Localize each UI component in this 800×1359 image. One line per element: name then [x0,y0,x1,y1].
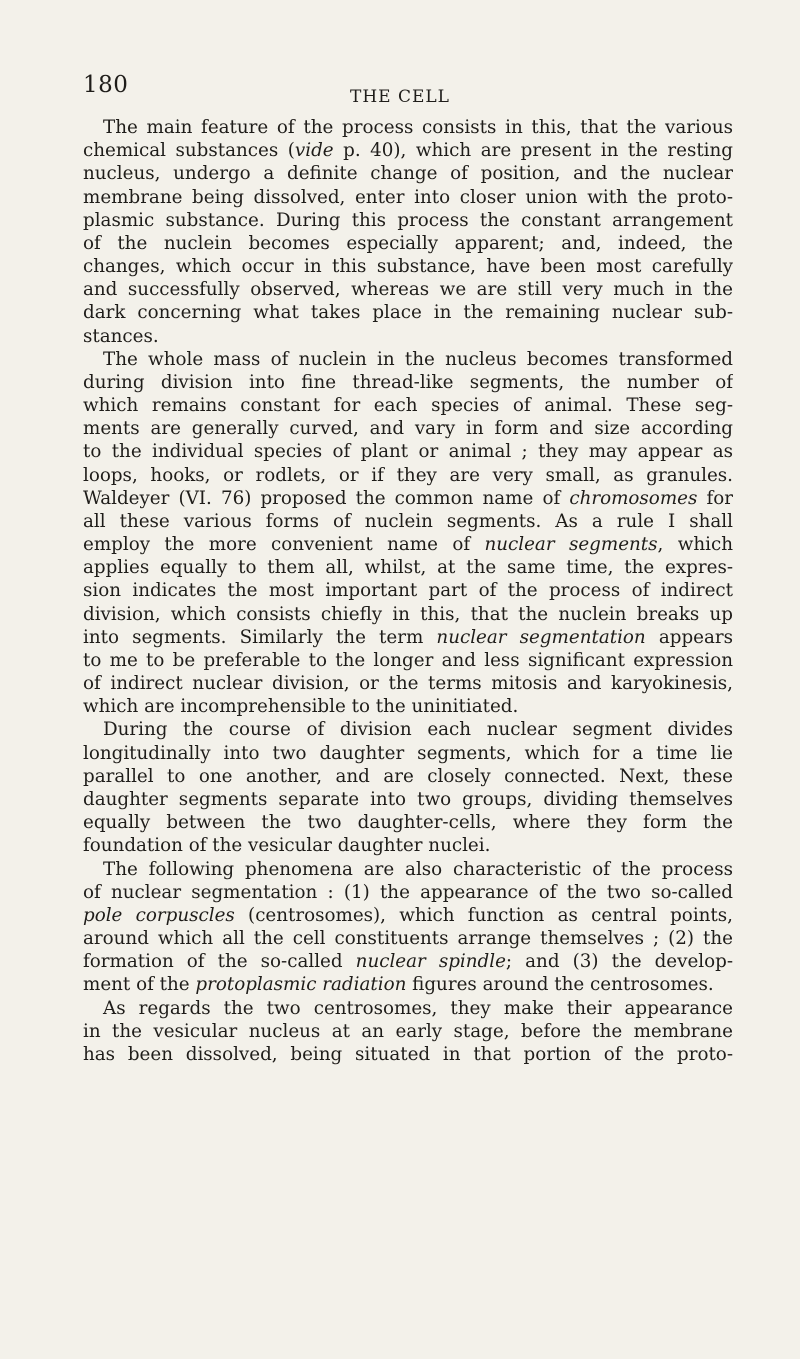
text-line [83,162,733,185]
text-run: , which [657,534,733,556]
text-line [83,927,733,950]
text-run: all these various forms of nuclein segments. As a rule I shall [83,510,733,532]
italic-term: nuclear spindle [355,951,506,973]
text-run: parallel to one another, and are closely connected. Next, these [83,765,733,787]
text-run: changes, which occur in this substance, have been most carefully [83,256,733,278]
text-run: dark concerning what takes place in the remaining nuclear sub- [83,302,733,324]
text-run: daughter segments separate into two groups, dividing themselves [83,788,733,810]
text-run: in the vesicular nucleus at an early stage, before the membrane [83,1020,733,1042]
text-run: The following phenomena are also characteristic of the process [103,858,733,880]
text-run: During the course of division each nuclear segment divides [103,719,733,741]
text-line [83,510,733,533]
text-line [83,325,733,348]
italic-term: nuclear segments [484,534,658,556]
italic-term: nuclear segmentation [436,626,646,648]
text-line [83,440,733,463]
text-line [83,811,733,834]
text-run: applies equally to them all, whilst, at the same time, the expres- [83,557,733,579]
text-run: for [697,487,733,509]
italic-term: protoplasmic radiation [195,974,407,996]
italic-term: vide [294,140,334,162]
text-line [83,1020,733,1043]
text-run: chemical substances ( [83,140,295,162]
text-run: of nuclear segmentation : (1) the appearance of the two so-called [83,881,733,903]
text-line [83,695,733,718]
text-line [83,464,733,487]
italic-term: pole corpuscles [83,904,235,926]
text-run: to the individual species of plant or animal ; they may appear as [83,441,733,463]
text-run: nucleus, undergo a definite change of position, and the nuclear [83,163,733,185]
text-run: of the nuclein becomes especially apparent; and, indeed, the [83,232,733,254]
text-line [83,417,733,440]
text-line [83,881,733,904]
text-run: which are incomprehensible to the uninitiated. [83,696,519,718]
running-head: THE CELL [350,87,450,107]
text-line [83,649,733,672]
text-line [83,255,733,278]
text-run: formation of the so-called [83,951,356,973]
text-line [83,950,733,973]
text-run: around which all the cell constituents arrange themselves ; (2) the [83,928,733,950]
text-run: plasmic substance. During this process the constant arrangement [83,209,733,231]
text-line [83,603,733,626]
text-run: employ the more convenient name of [83,534,485,556]
text-line [83,348,733,371]
text-run: appears [645,626,733,648]
text-line [83,487,733,510]
text-line [83,788,733,811]
text-line [83,533,733,556]
text-line [83,186,733,209]
text-run: The main feature of the process consists in this, that the various [103,117,733,138]
text-line [83,278,733,301]
text-run: (centrosomes), which function as central points, [234,904,733,926]
page-number: 180 [83,72,129,98]
text-run: which remains constant for each species of animal. These seg- [83,395,733,417]
text-run: of indirect nuclear division, or the terms mitosis and karyokinesis, [83,673,733,695]
text-line [83,394,733,417]
text-run: has been dissolved, being situated in that portion of the proto- [83,1043,733,1065]
text-line [83,672,733,695]
text-line [83,209,733,232]
text-run: loops, hooks, or rodlets, or if they are very small, as granules. [83,464,733,486]
text-line [83,742,733,765]
text-run: foundation of the vesicular daughter nuclei. [83,835,491,857]
text-line [83,718,733,741]
text-line [83,626,733,649]
text-line [83,556,733,579]
italic-term: chromosomes [569,487,698,509]
text-line [83,1043,733,1066]
text-line [83,997,733,1020]
text-run: to me to be preferable to the longer and less significant expression [83,649,733,671]
text-run: ment of the [83,974,196,996]
text-line [83,858,733,881]
text-run: equally between the two daughter-cells, where they form the [83,812,733,834]
text-run: As regards the two centrosomes, they make their appearance [103,997,733,1019]
text-line [83,116,733,139]
text-line [83,301,733,324]
text-run: Waldeyer (VI. 76) proposed the common name of [83,487,570,509]
text-line [83,579,733,602]
text-run: The whole mass of nuclein in the nucleus becomes transformed [103,348,733,370]
text-line [83,973,733,996]
text-line [83,139,733,162]
text-line [83,232,733,255]
text-run: sion indicates the most important part of the process of indirect [83,580,733,602]
text-run: division, which consists chiefly in this, that the nuclein breaks up [83,603,733,625]
text-run: into segments. Similarly the term [83,626,437,648]
text-line [83,834,733,857]
text-run: stances. [83,325,159,347]
text-run: longitudinally into two daughter segments, which for a time lie [83,742,733,764]
text-run: during division into fine thread-like segments, the number of [83,371,733,393]
text-line [83,371,733,394]
text-line [83,904,733,927]
body-text [83,116,733,1066]
text-line [83,765,733,788]
text-run: ments are generally curved, and vary in form and size according [83,418,733,440]
text-run: ; and (3) the develop- [505,951,733,973]
text-run: and successfully observed, whereas we are still very much in the [83,279,733,301]
text-run: membrane being dissolved, enter into closer union with the proto- [83,186,733,208]
text-run: figures around the centrosomes. [406,974,714,996]
text-run: p. 40), which are present in the resting [333,140,733,162]
